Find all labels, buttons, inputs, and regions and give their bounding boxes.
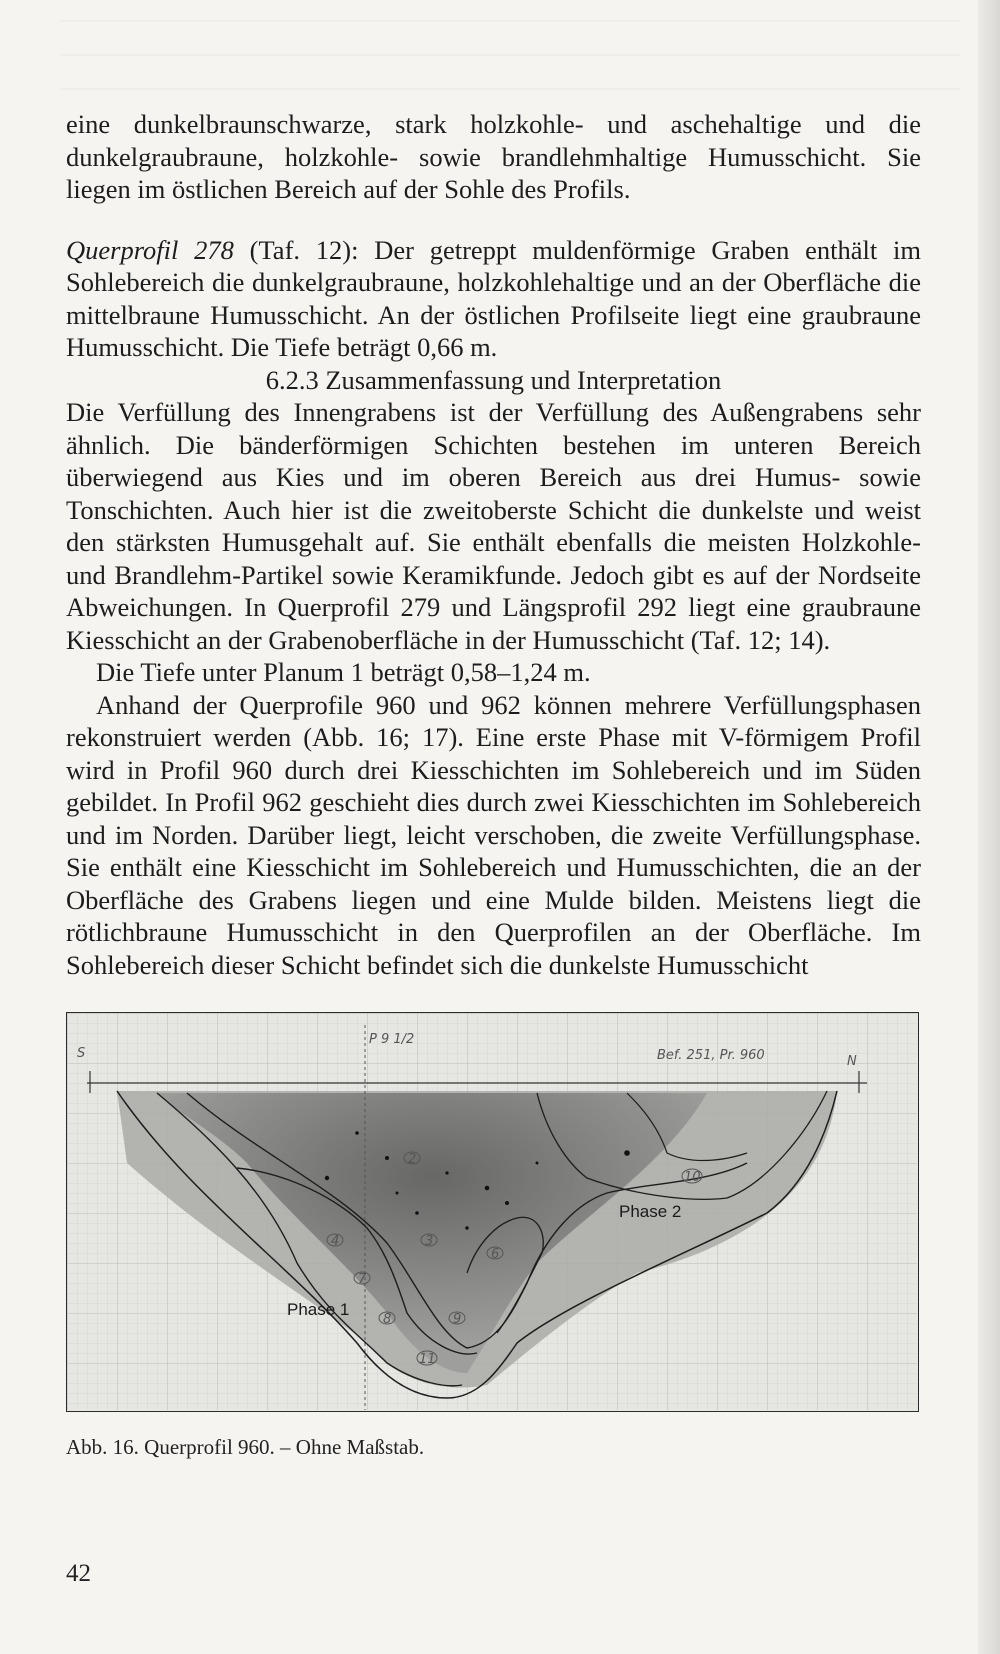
paragraph-2-text: (Taf. 12): Der getreppt muldenförmige Graben enthält im Sohlebereich die dunkelgraubraune, holzkohlehaltige und an der Oberfläche die mittelbraune Humusschicht. An der östlichen Profilseite liegt eine graubraune Humusschicht. Die Tiefe beträgt 0,66 m. [66,234,921,362]
paragraph-2 [66,234,921,364]
right-direction-mark: N [847,1054,857,1069]
show-through-background [60,0,960,90]
layer-number: 7 [358,1272,367,1287]
layer-number: 4 [331,1234,340,1249]
paragraph-1: eine dunkelbraunschwarze, stark holzkohle- und aschehaltige und die dunkelgraubraune, holzkohle- sowie brandlehmhaltige Humusschicht. Sie liegen im östlichen Bereich auf der Sohle des Profils. [66,109,921,204]
page-number: 42 [66,1560,91,1587]
paragraph-4: Die Tiefe unter Planum 1 beträgt 0,58–1,24 m. [96,657,591,687]
figure-caption: Abb. 16. Querprofil 960. – Ohne Maßstab. [66,1435,425,1459]
layer-number: 11 [419,1352,436,1367]
paragraph-3: Die Verfüllung des Innengrabens ist der Verfüllung des Außengrabens sehr ähnlich. Die bänderförmigen Schichten bestehen im unteren Bereich überwiegend aus Kies und im oberen Bereich aus drei Humus- sowie Tonschichten. Auch hier ist die zweitoberste Schicht die dunkelste und weist den stärksten Humusgehalt auf. Sie enthält ebenfalls die meisten Holzkohle- und Brandlehm-Partikel sowie Keramikfunde. Jedoch gibt es auf der Nordseite Abweichungen. In Querprofil 279 und Längsprofil 292 liegt eine graubraune Kiesschicht an der Grabenoberfläche in der Humusschicht (Taf. 12; 14). [66,397,921,655]
section-heading: 6.2.3 Zusammenfassung und Interpretation [265,364,722,395]
page-edge-shadow [978,0,1000,1654]
profile-name: Querprofil 278 [66,234,234,265]
body-text [66,108,921,981]
paragraph-5: Anhand der Querprofile 960 und 962 können mehrere Verfüllungsphasen rekonstruiert werden (Abb. 16; 17). Eine erste Phase mit V-förmigem Profil wird in Profil 960 durch drei Kiesschichten im Sohlebereich und im Süden gebildet. In Profil 962 geschieht dies durch zwei Kiesschichten im Sohlebereich und im Norden. Darüber liegt, leicht verschoben, die zweite Verfüllungsphase. Sie enthält eine Kiesschicht im Sohlebereich und Humusschichten, die an der Oberfläche des Grabens liegen und eine Mulde bilden. Meistens liegt die rötlichbraune Humusschicht in den Querprofilen an der Oberfläche. Im Sohlebereich dieser Schicht befindet sich die dunkelste Humusschicht [66,689,921,980]
phase-1-label: Phase 1 [287,1300,350,1319]
layer-number: 9 [453,1312,462,1327]
phase-2-label: Phase 2 [619,1202,682,1221]
layer-number: 3 [425,1234,434,1249]
top-reference-mark: P 9 1/2 [369,1032,415,1047]
profile-drawing-figure [66,1012,919,1412]
profile-drawing [67,1013,917,1410]
layer-number: 2 [408,1152,417,1167]
layer-number: 8 [383,1312,392,1327]
handwritten-note: Bef. 251, Pr. 960 [657,1048,765,1063]
layer-number: 10 [684,1170,701,1185]
layer-number: 6 [491,1247,500,1262]
left-direction-mark: S [77,1046,86,1061]
